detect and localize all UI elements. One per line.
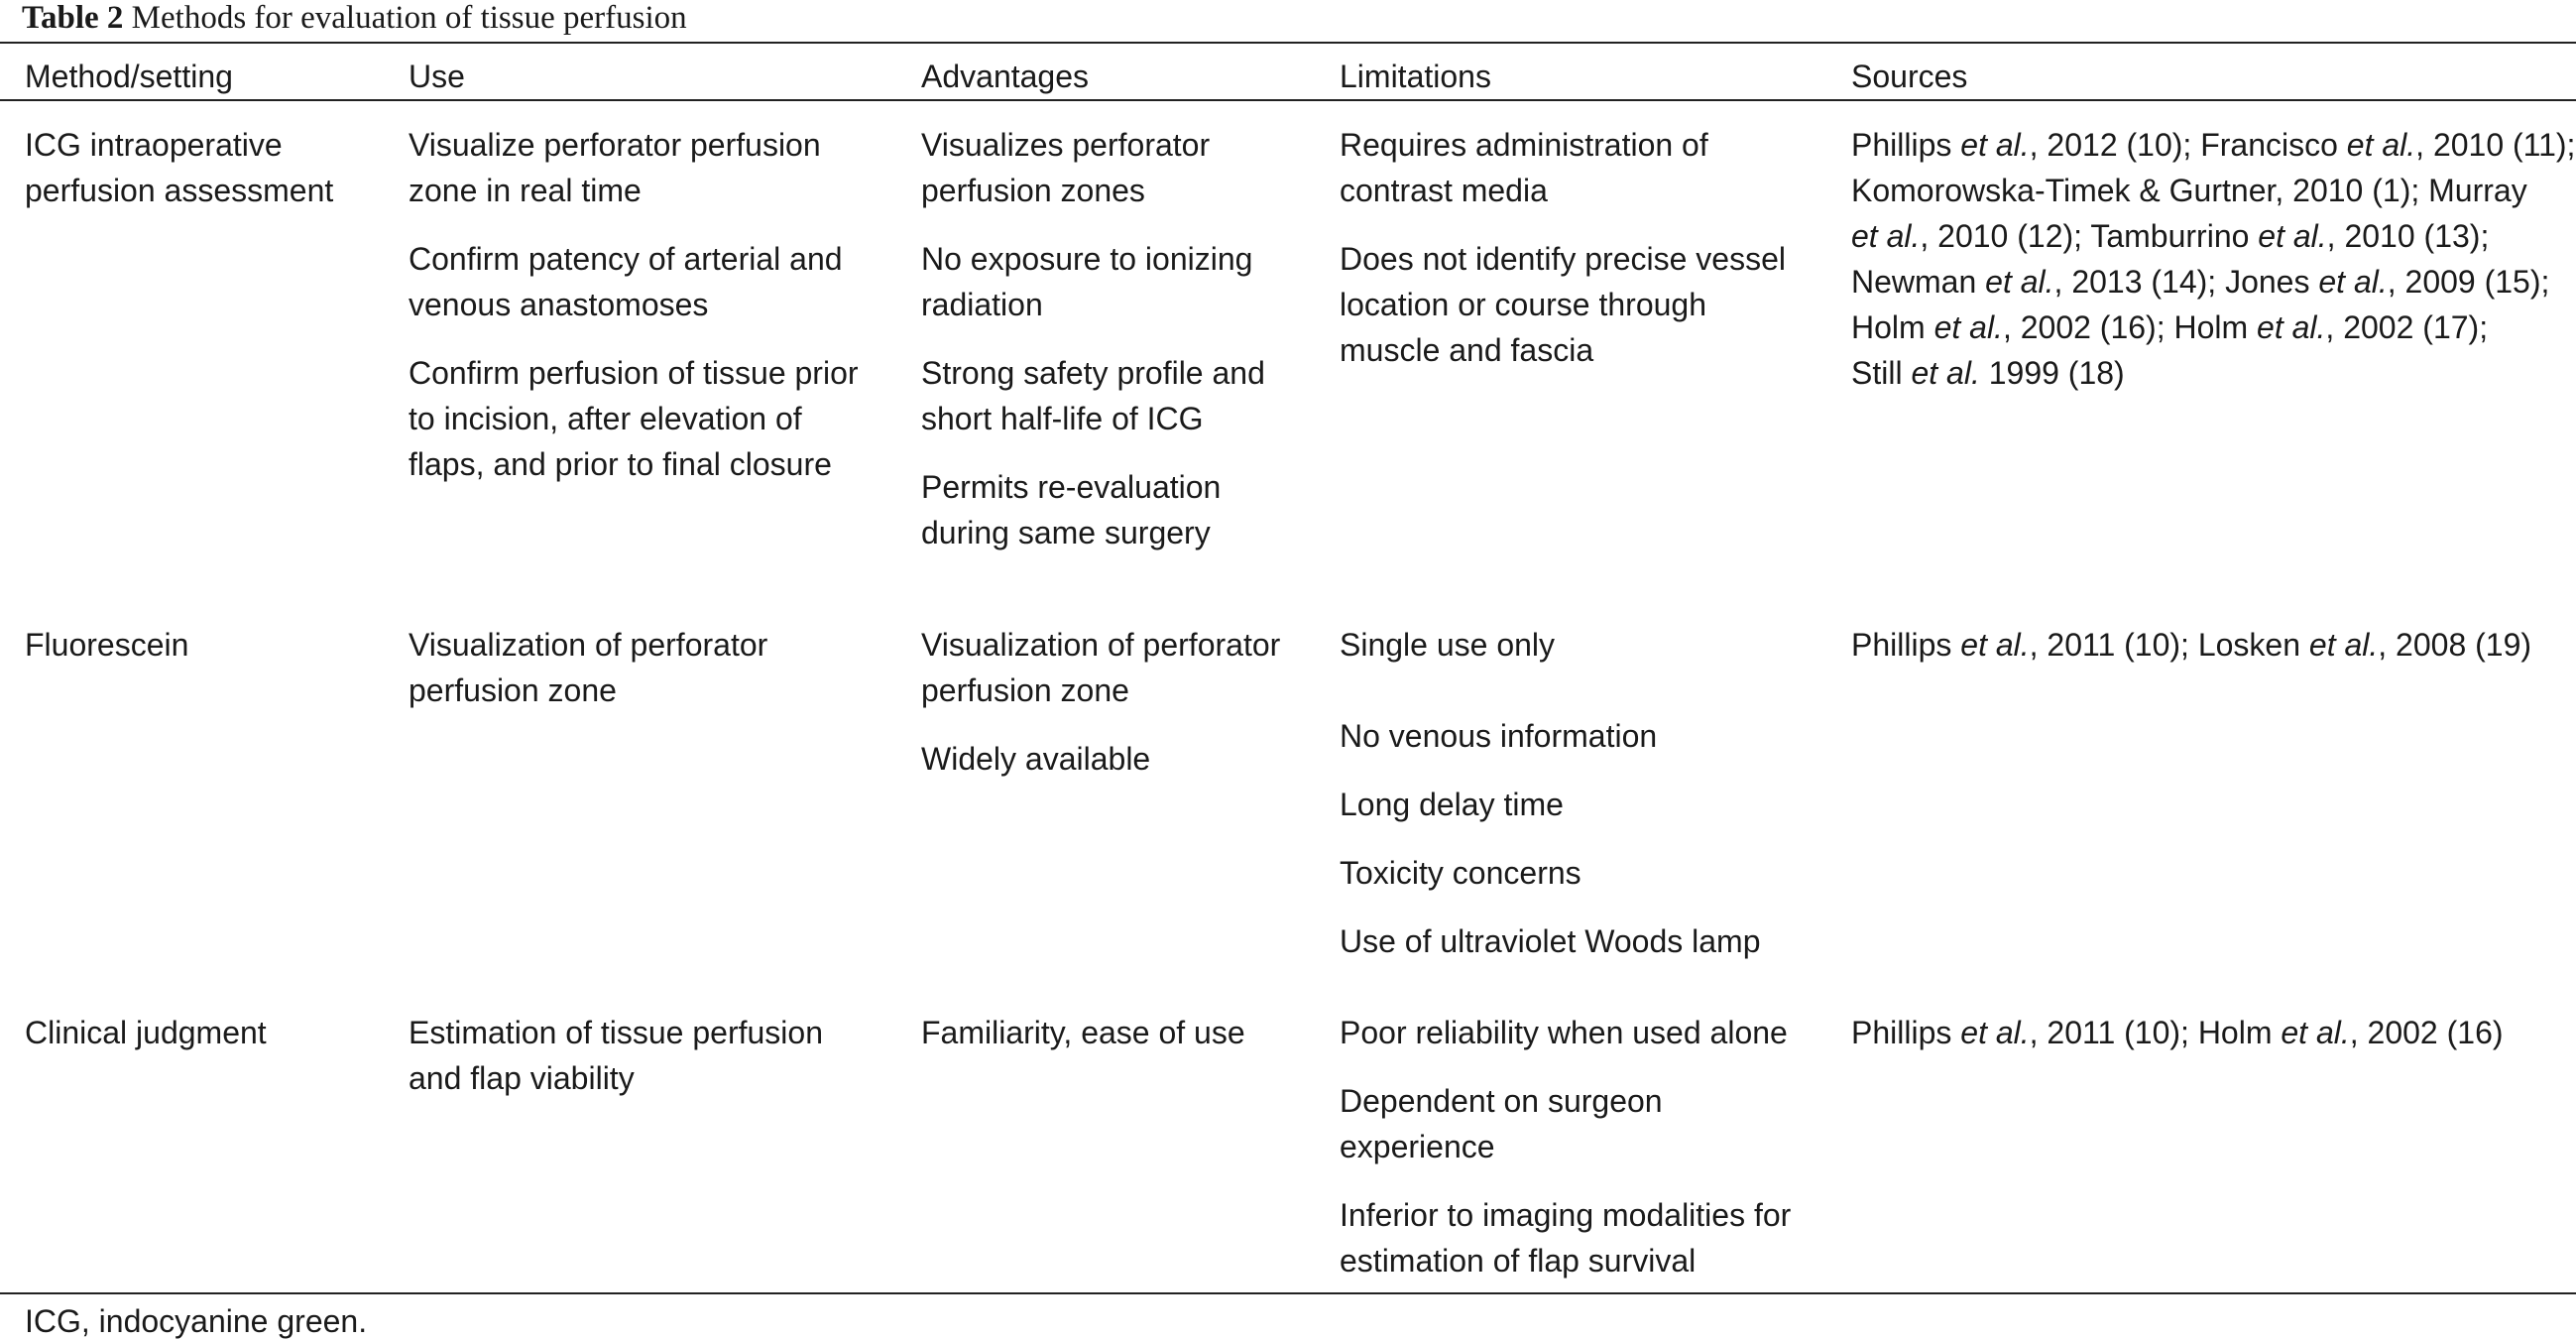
cell-sources [1851, 1010, 2504, 1055]
cell-advantages [921, 122, 1265, 555]
cell-limitations [1340, 122, 1786, 373]
cell-uses [409, 622, 767, 713]
limitations-item: Inferior to imaging modalities for estimation of flap survival [1340, 1197, 1792, 1279]
limitations-item: No venous information [1340, 718, 1658, 754]
uses-item: Visualize perforator perfusion zone in real time [409, 127, 821, 208]
advantages-item: Familiarity, ease of use [921, 1015, 1245, 1050]
advantages-item: No exposure to ionizing radiation [921, 241, 1253, 322]
limitations-item: Poor reliability when used alone [1340, 1015, 1788, 1050]
header-limitations: Limitations [1340, 59, 1491, 94]
table-title: Methods for evaluation of tissue perfusion [123, 0, 687, 36]
sources-line: et al., 2010 (12); Tamburrino et al., 2010 (13); [1851, 218, 2490, 254]
top-rule [0, 42, 2576, 44]
cell-uses [409, 1010, 823, 1101]
advantages-item: Visualizes perforator perfusion zones [921, 127, 1211, 208]
sources-line: Newman et al., 2013 (14); Jones et al., 2009 (15); [1851, 264, 2550, 300]
uses-item: Confirm patency of arterial and venous anastomoses [409, 241, 843, 322]
table-footnote: ICG, indocyanine green. [25, 1303, 368, 1339]
uses-item: Estimation of tissue perfusion and flap viability [409, 1015, 823, 1096]
limitations-item: Use of ultraviolet Woods lamp [1340, 923, 1761, 959]
header-method: Method/setting [25, 59, 233, 94]
cell-advantages [921, 622, 1280, 782]
cell-method [25, 122, 333, 213]
sources-line: Komorowska-Timek & Gurtner, 2010 (1); Murray [1851, 173, 2527, 208]
advantages-item: Permits re-evaluation during same surgery [921, 469, 1222, 550]
method-text: Clinical judgment [25, 1015, 267, 1050]
limitations-item: Toxicity concerns [1340, 855, 1581, 891]
sources-line: Phillips et al., 2011 (10); Holm et al., 2002 (16) [1851, 1015, 2504, 1050]
method-text: ICG intraoperative perfusion assessment [25, 127, 334, 208]
cell-advantages [921, 1010, 1245, 1055]
limitations-item: Requires administration of contrast media [1340, 127, 1708, 208]
header-rule [0, 99, 2576, 101]
sources-line: Still et al. 1999 (18) [1851, 355, 2125, 391]
limitations-item: Long delay time [1340, 787, 1564, 822]
cell-method [25, 1010, 267, 1055]
advantages-item: Strong safety profile and short half-life of ICG [921, 355, 1265, 436]
cell-sources [1851, 122, 2575, 396]
limitations-item: Does not identify precise vessel location or course through muscle and fascia [1340, 241, 1786, 368]
method-text: Fluorescein [25, 627, 189, 663]
limitations-item: Single use only [1340, 627, 1556, 663]
table-caption [22, 0, 687, 36]
cell-sources [1851, 622, 2531, 668]
header-sources: Sources [1851, 59, 1968, 94]
cell-uses [409, 122, 859, 487]
advantages-item: Widely available [921, 741, 1151, 777]
cell-limitations [1340, 622, 1760, 964]
header-advantages: Advantages [921, 59, 1090, 94]
sources-line: Holm et al., 2002 (16); Holm et al., 2002 (17); [1851, 309, 2489, 345]
cell-limitations [1340, 1010, 1791, 1283]
uses-item: Visualization of perforator perfusion zone [409, 627, 768, 708]
sources-line: Phillips et al., 2011 (10); Losken et al., 2008 (19) [1851, 627, 2532, 663]
advantages-item: Visualization of perforator perfusion zone [921, 627, 1281, 708]
table-label: Table 2 [22, 0, 124, 36]
cell-method [25, 622, 188, 668]
uses-item: Confirm perfusion of tissue prior to incision, after elevation of flaps, and prior to final closure [409, 355, 859, 482]
limitations-item: Dependent on surgeon experience [1340, 1083, 1663, 1164]
bottom-rule [0, 1292, 2576, 1294]
sources-line: Phillips et al., 2012 (10); Francisco et al., 2010 (11); [1851, 127, 2576, 163]
header-use: Use [409, 59, 465, 94]
